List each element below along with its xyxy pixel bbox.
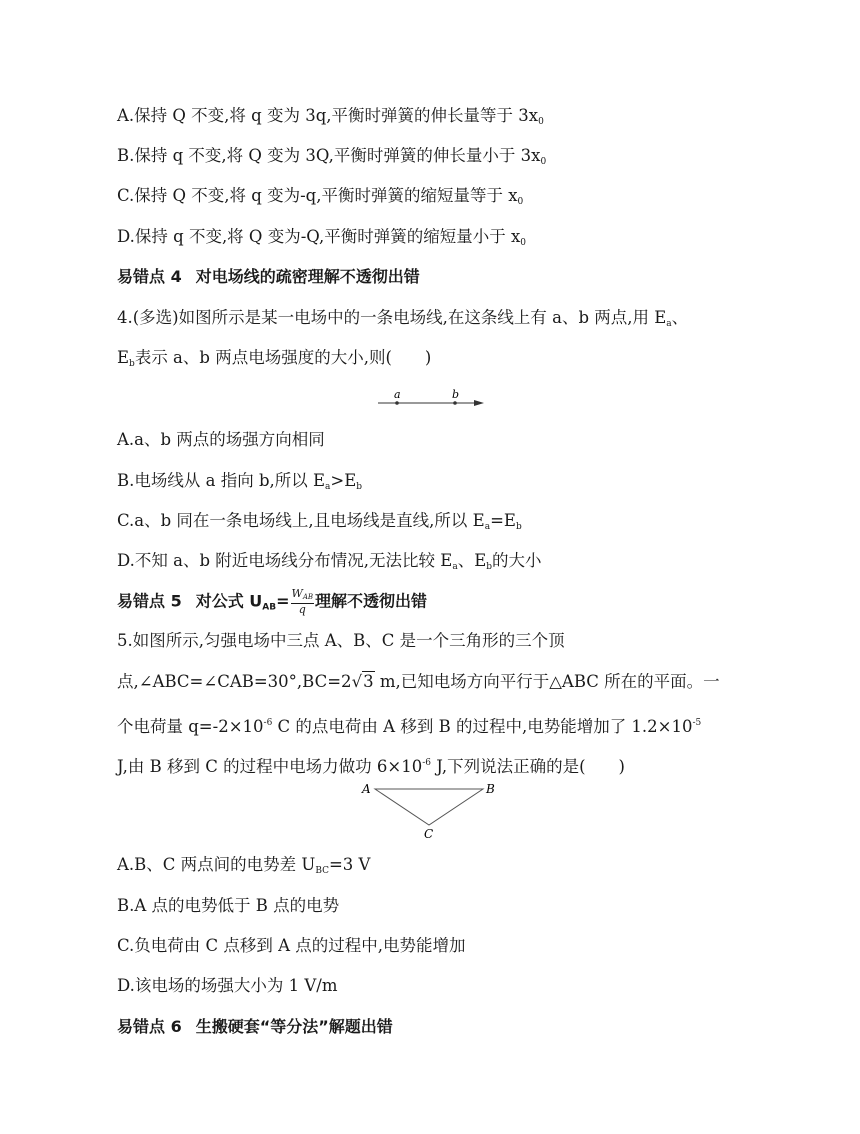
section-4-heading (117, 265, 820, 289)
section-5-heading: 易错点 5 对公式 $U_{AB}=$ $\frac{W_{AB}}{q}$ 理解不透彻出错 (117, 587, 428, 616)
field-line-arrow-icon (474, 400, 484, 406)
vertex-c-label: C (424, 827, 434, 841)
point-b-dot (453, 401, 457, 405)
triangle-abc (375, 789, 483, 825)
point-a-label: a (394, 388, 401, 401)
section-6-label: 易错点 6 (117, 1017, 182, 1036)
q4-option-b: B.电场线从 a 指向 b,所以 $E_a>E_b$ (117, 471, 363, 492)
vertex-a-label: A (362, 782, 371, 796)
q4-stem-line-2: $E_b$表示 a、b 两点电场强度的大小,则( ) (117, 348, 432, 369)
section-5-title-end: 理解不透彻出错 (315, 591, 428, 611)
field-line-figure (370, 385, 490, 415)
q3-option-a: A.保持 Q 不变,将 q 变为 3q,平衡时弹簧的伸长量等于 $3x_0$ (117, 106, 544, 127)
q4-option-a: A.a、b 两点的场强方向相同 (117, 430, 325, 449)
q5-option-a: A.B、C 两点间的电势差 $U_{BC}=3$ V (117, 855, 371, 876)
sqrt-symbol: √3 (351, 672, 374, 691)
section-5-label: 易错点 5 (117, 591, 182, 611)
section-5-title-start: 对公式 U (195, 591, 263, 611)
q5-stem-line-3: 个电荷量 $q=-2\times 10^{-6}$ C 的点电荷由 A 移到 B 的过程中,电势能增加了 $1.2\times 10^{-5}$ (117, 717, 702, 736)
q3-option-c: C.保持 Q 不变,将 q 变为-q,平衡时弹簧的缩短量等于 $x_0$ (117, 186, 524, 207)
q3-option-b: B.保持 q 不变,将 Q 变为 3Q,平衡时弹簧的伸长量小于 $3x_0$ (117, 146, 547, 167)
q5-stem-line-2: 点,∠ABC=∠CAB=30°,BC=2√3 m,已知电场方向平行于△ABC 所在的平面。一 (117, 670, 820, 694)
q5-stem-line-4: J,由 B 移到 C 的过程中电场力做功 $6\times 10^{-6}$ J,下列说法正确的是( ) (117, 757, 625, 776)
vertex-b-label: B (486, 782, 495, 796)
point-a-dot (395, 401, 399, 405)
formula-fraction: $\frac{W_{AB}}{q}$ (291, 587, 314, 616)
q4-stem-line-1: 4.(多选)如图所示是某一电场中的一条电场线,在这条线上有 a、b 两点,用 $E_a$、 (117, 308, 689, 329)
section-4-title: 对电场线的疏密理解不透彻出错 (195, 267, 420, 286)
section-6-heading (117, 1015, 820, 1039)
q4-option-c: C.a、b 同在一条电场线上,且电场线是直线,所以 $E_a=E_b$ (117, 511, 522, 532)
q4-option-d: D.不知 a、b 附近电场线分布情况,无法比较 $E_a$、$E_b$的大小 (117, 551, 542, 572)
q5-option-d: D.该电场的场强大小为 1 V/m (117, 976, 338, 995)
triangle-figure (358, 780, 508, 842)
section-4-label: 易错点 4 (117, 267, 182, 286)
q5-option-b: B.A 点的电势低于 B 点的电势 (117, 896, 340, 915)
q5-option-c: C.负电荷由 C 点移到 A 点的过程中,电势能增加 (117, 936, 466, 955)
q3-option-d: D.保持 q 不变,将 Q 变为-Q,平衡时弹簧的缩短量小于 $x_0$ (117, 227, 527, 248)
point-b-label: b (452, 388, 460, 401)
q5-stem-line-1: 5.如图所示,匀强电场中三点 A、B、C 是一个三角形的三个顶 (117, 631, 565, 650)
section-6-title: 生搬硬套“等分法”解题出错 (195, 1017, 393, 1036)
